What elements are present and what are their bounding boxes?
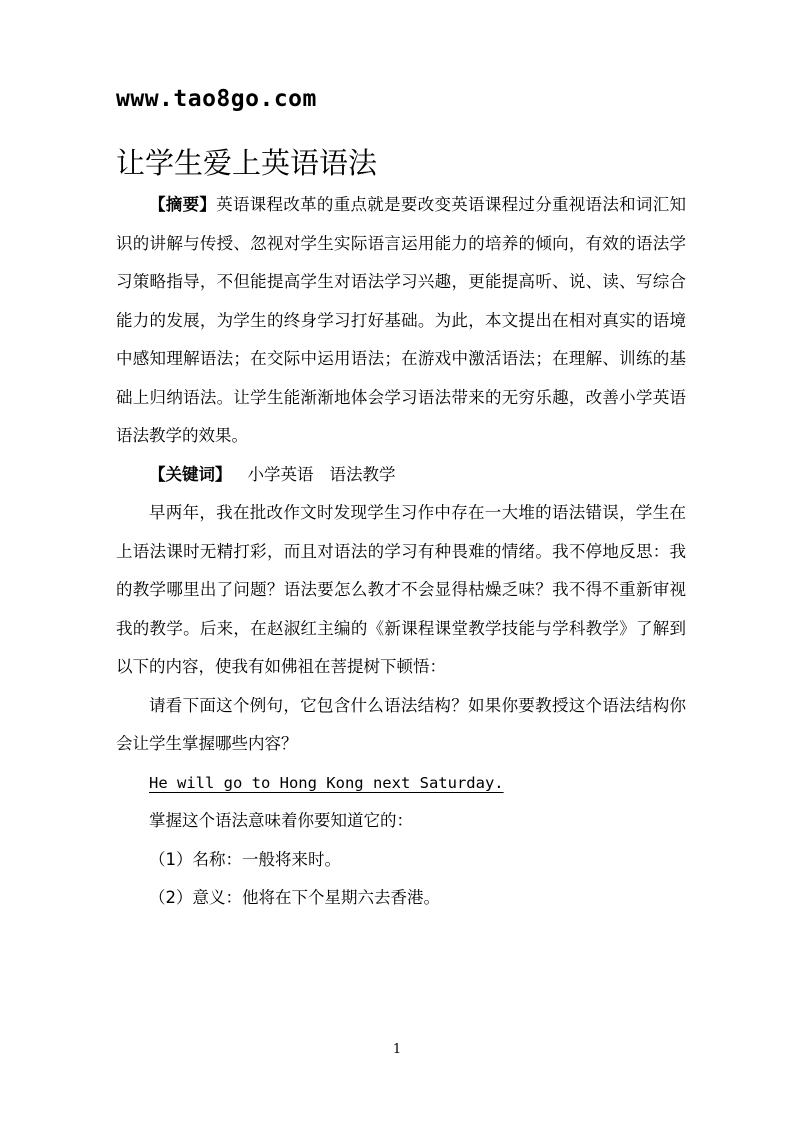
page-title: 让学生爱上英语语法 — [116, 146, 378, 180]
site-header: www.tao8go.com — [116, 86, 317, 112]
example-sentence: He will go to Hong Kong next Saturday. — [149, 773, 504, 792]
keywords-paragraph — [116, 456, 686, 495]
keyword-item: 小学英语 — [247, 464, 314, 484]
keywords-label: 【关键词】 — [149, 464, 232, 484]
keyword-item: 语法教学 — [329, 464, 396, 484]
example-line — [116, 764, 686, 803]
list-item: （1）名称：一般将来时。 — [149, 849, 341, 869]
body-paragraph: 掌握这个语法意味着你要知道它的： — [149, 811, 413, 830]
body-paragraph: 早两年，我在批改作文时发现学生习作中存在一大堆的语法错误，学生在上语法课时无精打彩，而且对语法的学习有种畏难的情绪。我不停地反思：我的教学哪里出了问题？语法要怎么教才不会显得枯燥乏味？我不得不重新审视我的教学。后来，在赵淑红主编的《新课程课堂教学技能与学科教学》了解到以下的内容，使我有如佛祖在菩提树下顿悟： — [116, 503, 686, 676]
list-item: （2）意义：他将在下个星期六去香港。 — [149, 888, 440, 907]
abstract-label: 【摘要】 — [149, 195, 217, 214]
document-body — [116, 186, 686, 918]
abstract-paragraph — [116, 186, 686, 456]
page-number: 1 — [392, 1042, 402, 1057]
abstract-text: 英语课程改革的重点就是要改变英语课程过分重视语法和词汇知识的讲解与传授、忽视对学生实际语言运用能力的培养的倾向，有效的语法学习策略指导，不但能提高学生对语法学习兴趣，更能提高听、说、读、写综合能力的发展，为学生的终身学习打好基础。为此，本文提出在相对真实的语境中感知理解语法；在交际中运用语法；在游戏中激活语法；在理解、训练的基础上归纳语法。让学生能渐渐地体会学习语法带来的无穷乐趣，改善小学英语语法教学的效果。 — [116, 195, 687, 445]
body-paragraph: 请看下面这个例句，它包含什么语法结构？如果你要教授这个语法结构你会让学生掌握哪些内容？ — [116, 695, 686, 753]
